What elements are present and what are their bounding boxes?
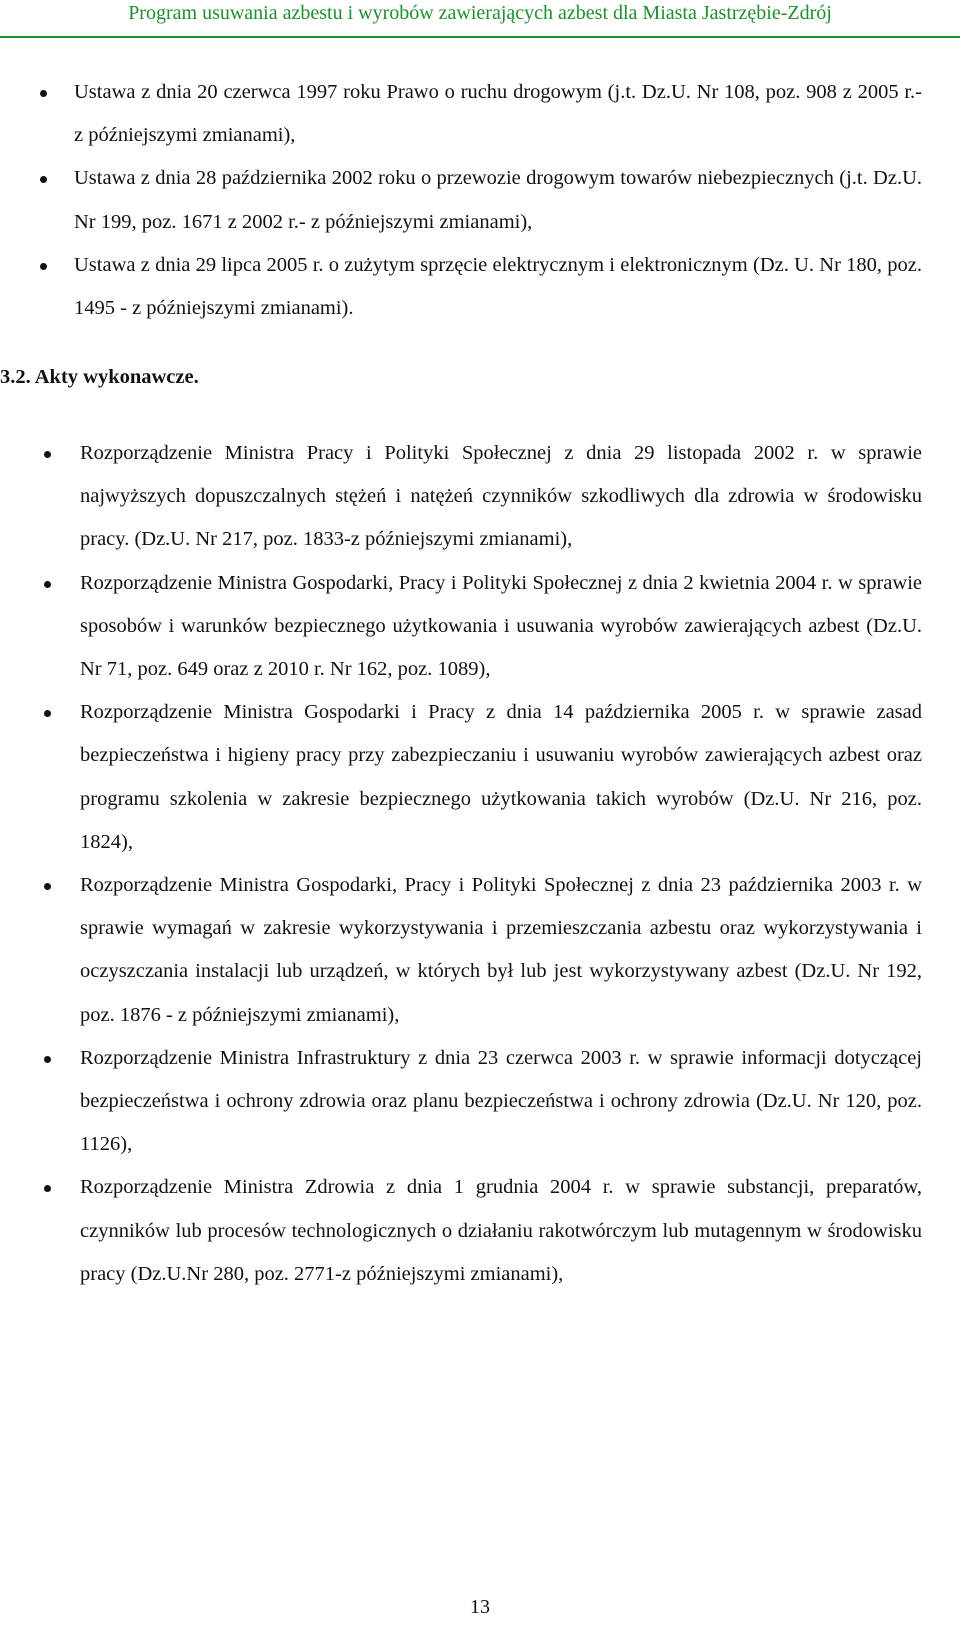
page-number: 13 [470,1596,490,1618]
bullet-icon [40,90,47,97]
list-item-text: Rozporządzenie Ministra Pracy i Polityki Społecznej z dnia 29 listopada 2002 r. w sprawie najwyższych dopuszczalnych stężeń i natężeń czynników szkodliwych dla zdrowia w środowisku pracy. (Dz.U. Nr 217, poz. 1833-z późniejszymi zmianami), [80,442,922,551]
bullet-icon [40,176,47,183]
executive-acts-list [0,432,960,1296]
list-item [0,244,922,330]
list-item-text: Rozporządzenie Ministra Infrastruktury z dnia 23 czerwca 2003 r. w sprawie informacji dotyczącej bezpieczeństwa i ochrony zdrowia oraz planu bezpieczeństwa i ochrony zdrowia (Dz.U. Nr 120, poz. 1126), [80,1046,922,1156]
list-item [0,71,922,157]
list-item-text: Rozporządzenie Ministra Gospodarki, Pracy i Polityki Społecznej z dnia 2 kwietnia 2004 r. w sprawie sposobów i warunków bezpiecznego użytkowania i usuwania wyrobów zawierających azbest (Dz.U. Nr 71, poz. 649 oraz z 2010 r. Nr 162, poz. 1089), [80,571,922,681]
list-item [0,562,922,692]
list-item-text: Ustawa z dnia 20 czerwca 1997 roku Prawo o ruchu drogowym (j.t. Dz.U. Nr 108, poz. 908 z 2005 r.- z późniejszymi zmianami), [74,81,922,147]
list-item-text: Ustawa z dnia 29 lipca 2005 r. o zużytym sprzęcie elektrycznym i elektronicznym (Dz. U. Nr 180, poz. 1495 - z późniejszymi zmianami). [74,253,922,320]
bullet-icon [44,883,51,890]
list-item-text: Rozporządzenie Ministra Zdrowia z dnia 1 grudnia 2004 r. w sprawie substancji, preparatów, czynników lub procesów technologicznych o działaniu rakotwórczym lub mutagennym w środowisku pracy (Dz.U.Nr 280, poz. 2771-z późniejszymi zmianami), [80,1176,922,1285]
list-item-text: Rozporządzenie Ministra Gospodarki i Pracy z dnia 14 października 2005 r. w sprawie zasad bezpieczeństwa i higieny pracy przy zabezpieczaniu i usuwaniu wyrobów zawierających azbest oraz programu szkolenia w zakresie bezpiecznego użytkowania takich wyrobów (Dz.U. Nr 216, poz. 1824), [80,701,922,853]
list-item-text: Ustawa z dnia 28 października 2002 roku o przewozie drogowym towarów niebezpiecznych (j.t. Dz.U. Nr 199, poz. 1671 z 2002 r.- z późniejszymi zmianami), [74,167,922,233]
list-item [0,1166,922,1296]
list-item [0,691,922,864]
bullet-icon [44,581,51,588]
bullet-icon [40,263,47,270]
list-item [0,864,922,1037]
bullet-icon [44,1056,51,1063]
list-item-text: Rozporządzenie Ministra Gospodarki, Pracy i Polityki Społecznej z dnia 23 października 2003 r. w sprawie wymagań w zakresie wykorzystywania i przemieszczania azbestu oraz wykorzystywania i oczyszczania instalacji lub urządzeń, w których był lub jest wykorzystywany azbest (Dz.U. Nr 192, poz. 1876 - z późniejszymi zmianami), [80,874,922,1026]
list-item [0,432,922,562]
list-item [0,1037,922,1167]
header-rule [0,36,960,38]
acts-list [0,71,960,330]
list-item [0,157,922,243]
bullet-icon [44,710,51,717]
section-heading: 3.2. Akty wykonawcze. [0,366,199,388]
page-header: Program usuwania azbestu i wyrobów zawierających azbest dla Miasta Jastrzębie-Zdrój [128,2,832,24]
bullet-icon [44,1185,51,1192]
bullet-icon [44,451,51,458]
